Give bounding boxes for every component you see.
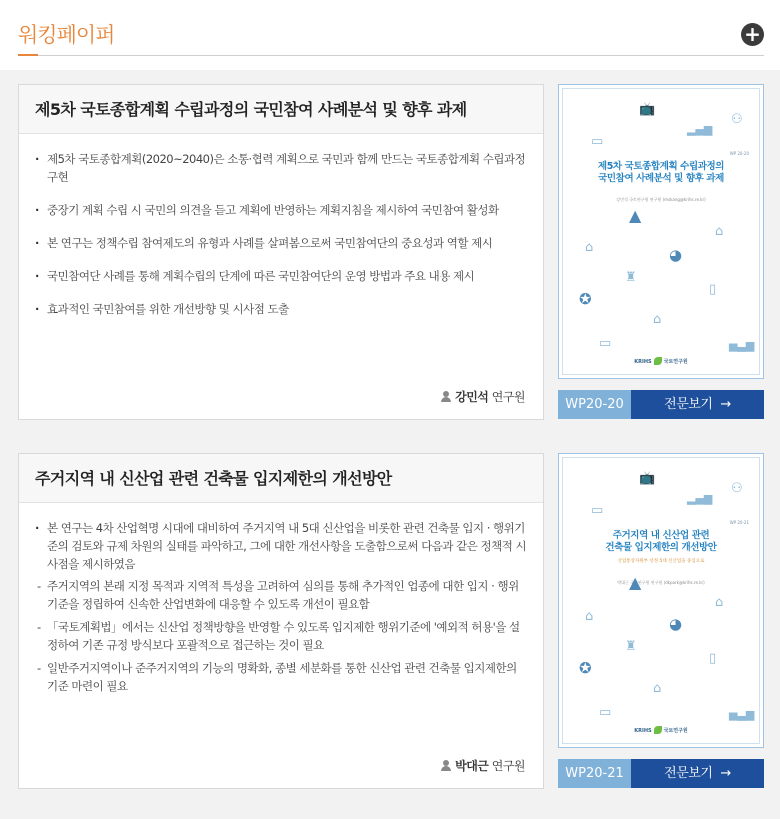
tv-icon: 📺 bbox=[639, 471, 656, 486]
pie-chart-icon: ◕ bbox=[669, 246, 683, 264]
section-header bbox=[18, 0, 764, 56]
user-icon bbox=[441, 760, 451, 771]
cover-code: WP 20-21 bbox=[729, 520, 749, 525]
leaf-icon bbox=[654, 357, 662, 365]
fridge-icon: ▯ bbox=[709, 651, 717, 666]
cover-title bbox=[563, 530, 759, 554]
leaf-icon bbox=[654, 726, 662, 734]
title-underline bbox=[18, 54, 38, 56]
cover-logo bbox=[563, 726, 759, 734]
lamp-icon: ♜ bbox=[625, 639, 637, 654]
stats-icon: ▅▃▆ bbox=[729, 339, 755, 352]
cover-title-line: 주거지역 내 신산업 관련 bbox=[612, 530, 710, 541]
bed-icon: ▭ bbox=[591, 134, 604, 149]
fridge-icon: ▯ bbox=[709, 282, 717, 297]
building-icon: ⌂ bbox=[653, 681, 662, 696]
paper-cover[interactable] bbox=[558, 453, 764, 748]
summary-bullet: · 효과적인 국민참여를 위한 개선방향 및 시사점 도출 bbox=[35, 300, 527, 318]
home-icon: ⌂ bbox=[585, 609, 594, 624]
cover-subtitle: 산업통상자원부 선정 5대 신산업을 중심으로 bbox=[617, 559, 705, 564]
cover-page bbox=[562, 457, 760, 744]
summary-bullet: · 본 연구는 정책수립 참여제도의 유형과 사례를 살펴봄으로써 국민참여단의 중요성과 역할 제시 bbox=[35, 234, 527, 252]
stats-icon: ▅▃▆ bbox=[729, 708, 755, 721]
view-label: 전문보기 bbox=[664, 397, 713, 412]
author-role: 연구원 bbox=[491, 759, 525, 773]
author-name: 박대근 bbox=[455, 759, 489, 773]
paper-title[interactable]: 제5차 국토종합계획 수립과정의 국민참여 사례분석 및 향후 과제 bbox=[19, 85, 543, 134]
view-label: 전문보기 bbox=[664, 766, 713, 781]
recycle-icon: ✪ bbox=[579, 290, 592, 308]
pyramid-icon: ▲ bbox=[629, 573, 642, 592]
paper-actions bbox=[558, 390, 764, 419]
bar-chart-icon: ▂▄▆ bbox=[687, 492, 713, 505]
user-icon bbox=[441, 391, 451, 402]
cover-title-line: 제5차 국토종합계획 수립과정의 bbox=[597, 161, 725, 172]
paper-card bbox=[18, 453, 544, 789]
author bbox=[441, 757, 525, 774]
cover-logo bbox=[563, 357, 759, 365]
author bbox=[441, 388, 525, 405]
cover-title-line: 건축물 입지제한의 개선방안 bbox=[605, 542, 717, 553]
paper-title[interactable]: 주거지역 내 신산업 관련 건축물 입지제한의 개선방안 bbox=[19, 454, 543, 503]
logo-text: KRIHS bbox=[634, 728, 652, 734]
paper-summary bbox=[19, 134, 543, 318]
summary-bullet: · 중장기 계획 수립 시 국민의 의견을 듣고 계획에 반영하는 계획지침을 제시하여 국민참여 활성화 bbox=[35, 201, 527, 219]
view-full-button[interactable] bbox=[631, 390, 764, 419]
logo-text: KRIHS bbox=[634, 359, 652, 365]
house-icon: ⌂ bbox=[715, 595, 724, 610]
cover-author: 박대근 국토연구원 연구원 (dkpark@krihs.re.kr) bbox=[617, 580, 705, 585]
home-icon: ⌂ bbox=[585, 240, 594, 255]
cover-title bbox=[563, 161, 759, 185]
summary-sub-item: - 「국토계획법」에서는 신산업 정책방향을 반영할 수 있도록 입지제한 행위기준에 '예외적 허용'을 설정하여 기존 규정 방식보다 포괄적으로 접근하는 것이 필요 bbox=[37, 618, 527, 654]
logo-sub: 국토연구원 bbox=[663, 359, 688, 365]
cover-page bbox=[562, 88, 760, 375]
summary-bullet: · 본 연구는 4차 산업혁명 시대에 대비하여 주거지역 내 5대 신산업을 비롯한 관련 건축물 입지 · 행위기준의 검토와 규제 차원의 실태를 파악하고, 그에 대한 개선사항을 도출함으로써 다음과 같은 정책적 시사점을 제시하였음 bbox=[35, 519, 527, 573]
pie-chart-icon: ◕ bbox=[669, 615, 683, 633]
recycle-icon: ✪ bbox=[579, 659, 592, 677]
lamp-icon: ♜ bbox=[625, 270, 637, 285]
people-icon: ⚇ bbox=[731, 112, 743, 127]
paper-card bbox=[18, 84, 544, 420]
logo-sub: 국토연구원 bbox=[663, 728, 688, 734]
house-icon: ⌂ bbox=[715, 224, 724, 239]
plus-circle-icon[interactable]: + bbox=[741, 23, 764, 46]
view-full-button[interactable] bbox=[631, 759, 764, 788]
paper-code: WP20-20 bbox=[558, 390, 631, 419]
author-role: 연구원 bbox=[491, 390, 525, 404]
people-icon: ⚇ bbox=[731, 481, 743, 496]
building-icon: ⌂ bbox=[653, 312, 662, 327]
bar-chart-icon: ▂▄▆ bbox=[687, 123, 713, 136]
sofa-icon: ▭ bbox=[599, 336, 612, 351]
tv-icon: 📺 bbox=[639, 102, 656, 117]
summary-sub-item: - 일반주거지역이나 준주거지역의 기능의 명확화, 종별 세분화를 통한 신산업 관련 건축물 입지제한의 기준 마련이 필요 bbox=[37, 659, 527, 695]
section-title: 워킹페이퍼 bbox=[18, 23, 115, 47]
paper-code: WP20-21 bbox=[558, 759, 631, 788]
summary-bullet: · 국민참여단 사례를 통해 계획수립의 단계에 따른 국민참여단의 운영 방법과 주요 내용 제시 bbox=[35, 267, 527, 285]
arrow-right-icon: → bbox=[720, 766, 731, 781]
cover-code: WP 20-20 bbox=[729, 151, 749, 156]
cover-author: 강민석 국토연구원 연구원 (mskang@krihs.re.kr) bbox=[616, 197, 706, 202]
paper-summary bbox=[19, 503, 543, 695]
pyramid-icon: ▲ bbox=[629, 206, 642, 225]
cover-title-line: 국민참여 사례분석 및 향후 과제 bbox=[598, 173, 724, 184]
sofa-icon: ▭ bbox=[599, 705, 612, 720]
arrow-right-icon: → bbox=[720, 397, 731, 412]
bed-icon: ▭ bbox=[591, 503, 604, 518]
paper-actions bbox=[558, 759, 764, 788]
summary-sub-item: - 주거지역의 본래 지정 목적과 지역적 특성을 고려하여 심의를 통해 추가적인 업종에 대한 입지 · 행위 기준을 정립하여 신속한 산업변화에 대응할 수 있도록 개선이 필요함 bbox=[37, 577, 527, 613]
paper-cover[interactable] bbox=[558, 84, 764, 379]
summary-bullet: · 제5차 국토종합계획(2020~2040)은 소통·협력 계획으로 국민과 함께 만드는 국토종합계획 수립과정 구현 bbox=[35, 150, 527, 186]
author-name: 강민석 bbox=[455, 390, 489, 404]
